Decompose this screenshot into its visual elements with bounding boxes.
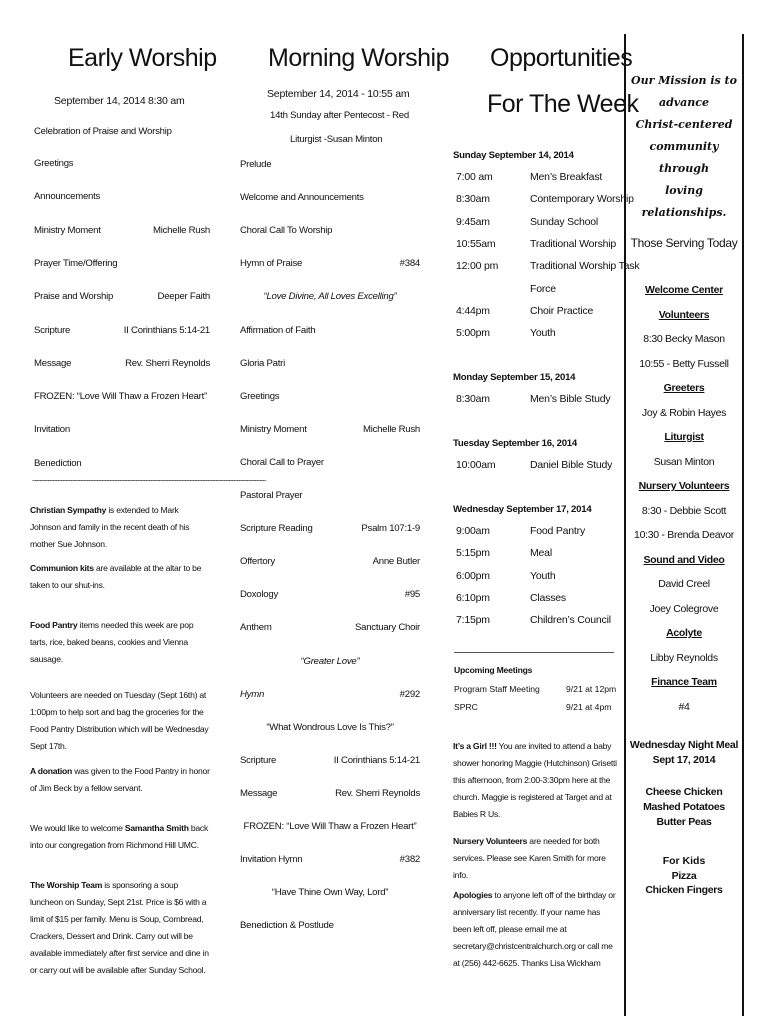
early-item-detail: Michelle Rush — [152, 224, 210, 236]
serving-group-heading: Acolyte — [666, 627, 702, 639]
upcoming-meetings-title: Upcoming Meetings — [454, 665, 533, 675]
morning-item-detail: Michelle Rush — [362, 423, 420, 435]
note-text: You are invited to attend a baby shower honoring Maggie (Hutchinson) Grisetti this afternoon, from 2:00-3:30pm here at the church. Maggie is registered at Target and at Babies R Us. — [453, 741, 617, 819]
meeting-name: Program Staff Meeting — [454, 684, 540, 694]
announcement-text: was given to the Food Pantry in honor of Jim Beck by a fellow servant. — [30, 766, 210, 793]
announcement-highlight: Food Pantry — [30, 620, 78, 630]
announcement-text: items needed this week are pop tarts, rice, baked beans, cookies and Vienna sausage. — [30, 620, 194, 664]
for-the-week-title: For The Week — [487, 90, 639, 118]
morning-service-item — [240, 358, 420, 369]
schedule-time: 8:30am — [456, 193, 490, 206]
opportunities-title: Opportunities — [490, 44, 633, 72]
morning-item-label: Offertory — [240, 556, 275, 568]
meeting-row — [454, 684, 617, 694]
kids-menu-item: Pizza — [671, 870, 697, 882]
mission-line: Christ-centered — [635, 118, 733, 131]
meal-title: Sept 17, 2014 — [652, 754, 716, 766]
early-service-item — [34, 391, 210, 402]
mission-line: community through — [649, 140, 719, 175]
announcement-text: We would like to welcome — [30, 823, 125, 833]
early-item-label: Benediction — [34, 457, 82, 469]
mission-line: advance — [658, 96, 710, 109]
schedule-time: 10:55am — [456, 237, 496, 250]
early-item-label: Greetings — [34, 158, 74, 169]
early-service-item — [34, 158, 210, 169]
morning-item-label: Ministry Moment — [240, 423, 307, 435]
meal-menu-item: Mashed Potatoes — [643, 801, 725, 813]
morning-service-item — [240, 689, 420, 700]
announcement-paragraph — [30, 687, 210, 755]
schedule-event: Force — [530, 282, 556, 295]
serving-group-heading: Finance Team — [651, 676, 717, 688]
schedule-day-heading: Sunday September 14, 2014 — [453, 150, 574, 161]
note-text: are needed for both services. Please see Karen Smith for more info. — [453, 836, 606, 880]
meal-menu-item: Cheese Chicken — [645, 786, 723, 798]
morning-worship-date: September 14, 2014 - 10:55 am — [267, 88, 410, 100]
morning-service-item — [240, 523, 420, 534]
serving-volunteer-name: Libby Reynolds — [650, 651, 718, 664]
serving-volunteer-name: 10:30 - Brenda Deavor — [634, 529, 734, 541]
morning-item-label: Invitation Hymn — [240, 854, 303, 866]
early-item-label: Prayer Time/Offering — [34, 257, 118, 269]
announcement-text: is extended to Mark Johnson and family in the recent death of his mother Sue Johnson. — [30, 505, 190, 549]
early-item-detail: Deeper Faith — [157, 291, 210, 303]
announcement-paragraph — [30, 820, 210, 854]
schedule-time: 5:15pm — [456, 547, 490, 560]
morning-service-item — [240, 556, 420, 567]
kids-menu-item: Chicken Fingers — [645, 884, 723, 896]
schedule-event: Choir Practice — [530, 304, 594, 317]
announcement-paragraph — [30, 877, 210, 979]
morning-item-label: Hymn — [240, 688, 265, 700]
serving-group-heading: Welcome Center — [645, 284, 723, 296]
schedule-time: 9:45am — [456, 215, 490, 228]
early-item-detail: II Corinthians 5:14-21 — [123, 324, 210, 336]
morning-service-item — [240, 325, 420, 336]
meeting-time: 9/21 at 4pm — [566, 702, 612, 712]
morning-service-item — [240, 788, 420, 799]
note-text: to anyone left off of the birthday or anniversary list recently. If your name has been left off, please email me at secretary@christcentralchurch.org or call me at (256) 442-6625. Thanks Lisa Wickham — [453, 890, 616, 968]
morning-item-title: “Greater Love” — [300, 655, 360, 667]
morning-item-label: Greetings — [240, 390, 280, 402]
morning-item-detail: #95 — [404, 589, 420, 601]
serving-group-heading: Greeters — [663, 382, 705, 394]
serving-group-heading: Volunteers — [658, 308, 710, 321]
morning-item-detail: Psalm 107:1-9 — [361, 523, 420, 535]
note-paragraph — [453, 833, 619, 884]
note-paragraph — [453, 738, 619, 823]
morning-service-item — [240, 159, 420, 170]
serving-volunteer-name: 10:55 - Betty Fussell — [639, 357, 729, 370]
serving-volunteer-name: Joey Colegrove — [649, 602, 719, 615]
schedule-event: Food Pantry — [530, 525, 585, 537]
schedule-event: Men’s Bible Study — [530, 393, 611, 405]
serving-volunteer-name: 8:30 - Debbie Scott — [641, 504, 727, 517]
morning-worship-title: Morning Worship — [268, 44, 450, 72]
morning-service-item — [240, 225, 420, 236]
schedule-time: 9:00am — [456, 525, 490, 537]
morning-item-detail: #292 — [399, 688, 420, 700]
early-item-label: Scripture — [34, 324, 71, 336]
announcement-text: Volunteers are needed on Tuesday (Sept 16th) at 1:00pm to help sort and bag the groceries for the Food Pantry Distribution which will be Wednesday Sept 17th. — [30, 690, 209, 751]
meeting-row — [454, 702, 612, 712]
serving-volunteer-name: Susan Minton — [653, 455, 715, 468]
serving-group-heading: Liturgist — [664, 431, 704, 443]
morning-service-item — [240, 920, 420, 931]
schedule-day-heading: Tuesday September 16, 2014 — [453, 438, 577, 449]
morning-item-detail: Rev. Sherri Reynolds — [335, 787, 420, 799]
early-item-label: Announcements — [34, 191, 101, 203]
early-service-item — [34, 325, 210, 336]
mission-line: loving relationships. — [641, 184, 727, 219]
note-highlight: Apologies — [453, 890, 493, 900]
early-service-item — [34, 358, 210, 369]
early-item-detail: Rev. Sherri Reynolds — [125, 357, 210, 369]
early-worship-date: September 14, 2014 — [54, 95, 146, 107]
morning-item-label: Benediction & Postlude — [240, 920, 334, 932]
note-highlight: Nursery Volunteers — [453, 836, 528, 846]
morning-service-item — [240, 192, 420, 203]
morning-service-item — [240, 391, 420, 402]
morning-service-item — [240, 258, 420, 269]
note-highlight: It’s a Girl !!! — [453, 741, 497, 751]
morning-item-label: Scripture — [240, 754, 277, 766]
morning-item-label: Affirmation of Faith — [240, 324, 316, 336]
schedule-time: 10:00am — [456, 459, 496, 471]
announcement-paragraph — [30, 763, 210, 797]
schedule-time: 6:10pm — [456, 591, 490, 604]
announcement-highlight: Communion kits — [30, 563, 94, 573]
schedule-event: Classes — [530, 591, 566, 604]
serving-volunteer-name: 8:30 Becky Mason — [643, 333, 725, 345]
morning-service-item — [240, 490, 420, 501]
morning-item-label: Scripture Reading — [240, 523, 313, 535]
morning-service-item — [240, 755, 420, 766]
morning-item-detail: #382 — [399, 854, 420, 866]
early-worship-title: Early Worship — [68, 44, 217, 72]
meal-title: Wednesday Night Meal — [629, 739, 739, 751]
announcement-paragraph — [30, 617, 210, 668]
morning-service-item — [240, 424, 420, 435]
morning-item-title: “What Wondrous Love Is This?” — [266, 721, 394, 733]
note-paragraph — [453, 887, 619, 972]
schedule-event: Children’s Council — [530, 614, 611, 627]
schedule-event: Youth — [530, 327, 556, 340]
morning-item-label: Hymn of Praise — [240, 258, 303, 270]
morning-item-detail: #384 — [399, 258, 420, 270]
morning-item-detail: II Corinthians 5:14-21 — [333, 754, 420, 766]
early-service-item — [34, 225, 210, 236]
serving-today-title: Those Serving Today — [630, 236, 738, 250]
early-item-label: FROZEN: “Love Will Thaw a Frozen Heart” — [34, 391, 207, 403]
schedule-time: 12:00 pm — [456, 260, 499, 273]
serving-volunteer-name: Joy & Robin Hayes — [641, 406, 727, 419]
morning-item-label: Prelude — [240, 159, 272, 170]
early-service-item — [34, 258, 210, 269]
early-item-label: Praise and Worship — [34, 291, 114, 303]
schedule-time: 6:00pm — [456, 569, 490, 582]
announcement-text: are available at the altar to be taken to our shut-ins. — [30, 563, 202, 590]
meetings-divider — [454, 652, 614, 653]
early-item-label: Message — [34, 357, 72, 369]
early-service-item — [34, 191, 210, 202]
early-item-label: Ministry Moment — [34, 224, 101, 236]
schedule-time: 8:30am — [456, 393, 490, 405]
morning-item-label: Message — [240, 787, 278, 799]
morning-item-label: Anthem — [240, 622, 272, 634]
morning-item-detail: Anne Butler — [372, 556, 420, 568]
announcement-highlight: Christian Sympathy — [30, 505, 107, 515]
early-service-item — [34, 291, 210, 302]
early-celebration: Celebration of Praise and Worship — [34, 126, 172, 137]
morning-service-item — [240, 457, 420, 468]
early-worship-time: 8:30 am — [148, 95, 185, 107]
mission-line: Our Mission is to — [631, 74, 737, 87]
schedule-time: 7:15pm — [456, 614, 490, 627]
morning-item-label: Pastoral Prayer — [240, 490, 303, 501]
schedule-event: Traditional Worship Task — [530, 260, 640, 273]
schedule-event: Meal — [530, 547, 552, 560]
schedule-event: Men’s Breakfast — [530, 171, 603, 183]
serving-group-heading: Nursery Volunteers — [638, 480, 730, 492]
schedule-event: Daniel Bible Study — [530, 459, 613, 471]
morning-item-title: FROZEN: “Love Will Thaw a Frozen Heart” — [243, 821, 417, 832]
schedule-time: 7:00 am — [456, 171, 493, 183]
schedule-event: Youth — [530, 569, 556, 582]
morning-item-label: Doxology — [240, 589, 278, 601]
morning-item-label: Choral Call to Prayer — [240, 456, 324, 468]
announcement-paragraph — [30, 560, 210, 594]
morning-item-title: “Have Thine Own Way, Lord” — [271, 887, 389, 899]
announcement-text: is sponsoring a soup luncheon on Sunday, Sept 21st. Price is $6 with a limit of $15 per family. Menu is Soup, Cornbread, Crackers, Dessert and Drink. Carry out will be available immediately after first service and dine in or carry out will be available after Sunday School. — [30, 880, 209, 975]
schedule-time: 5:00pm — [456, 327, 490, 340]
announcement-text: back into our congregation from Richmond Hill UMC. — [30, 823, 208, 850]
morning-service-item — [240, 589, 420, 600]
early-service-item — [34, 424, 210, 435]
announcement-highlight: A donation — [30, 766, 73, 776]
morning-item-label: Choral Call To Worship — [240, 225, 333, 237]
morning-service-item — [240, 622, 420, 633]
morning-liturgist: Liturgist -Susan Minton — [290, 134, 383, 145]
serving-volunteer-name: #4 — [678, 700, 690, 713]
morning-item-label: Gloria Patri — [240, 357, 285, 369]
early-divider: ~~~~~~~~~~~~~~~~~~~~~~~~~~~~~~~~~~~~~~~~~~~~~~~~~~~~~~~~~~~~~~~~~~~~~~~~~~~~~~~~~~~~~~~~~~ — [32, 478, 265, 485]
meal-menu-item: Butter Peas — [656, 816, 712, 828]
announcement-paragraph — [30, 502, 210, 553]
morning-service-item — [240, 854, 420, 865]
morning-item-title: “Love Divine, All Loves Excelling” — [263, 291, 397, 303]
schedule-event: Contemporary Worship — [530, 193, 634, 206]
meeting-name: SPRC — [454, 702, 478, 712]
serving-volunteer-name: David Creel — [658, 578, 710, 590]
serving-group-heading: Sound and Video — [643, 553, 725, 566]
announcement-highlight: The Worship Team — [30, 880, 103, 890]
sidebar-panel — [624, 34, 744, 1016]
schedule-event: Traditional Worship — [530, 237, 617, 250]
mission-statement — [626, 70, 742, 224]
early-service-item — [34, 458, 210, 469]
meeting-time: 9/21 at 12pm — [566, 684, 617, 694]
morning-item-label: Welcome and Announcements — [240, 192, 364, 204]
early-item-label: Invitation — [34, 424, 70, 436]
schedule-day-heading: Wednesday September 17, 2014 — [453, 504, 592, 515]
schedule-time: 4:44pm — [456, 304, 490, 317]
kids-menu-title: For Kids — [662, 855, 706, 867]
morning-sunday-label: 14th Sunday after Pentecost - Red — [270, 110, 409, 121]
schedule-day-heading: Monday September 15, 2014 — [453, 372, 576, 383]
morning-item-detail: Sanctuary Choir — [354, 622, 420, 634]
announcement-highlight: Samantha Smith — [124, 823, 189, 833]
schedule-event: Sunday School — [530, 215, 599, 228]
